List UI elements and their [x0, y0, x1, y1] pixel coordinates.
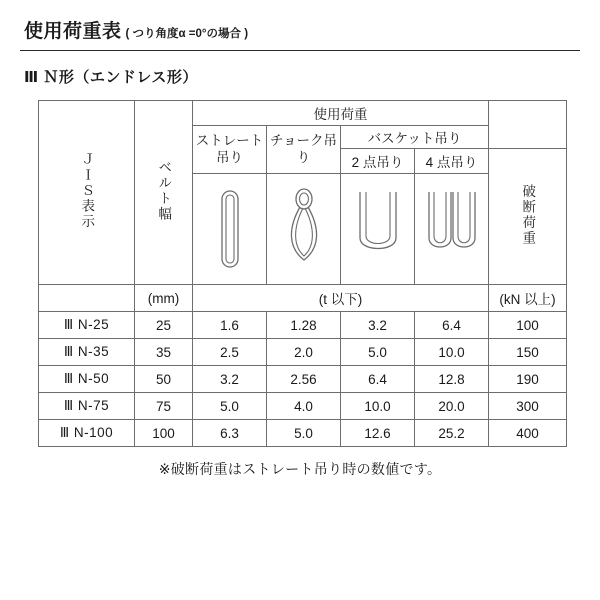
- cell-basket-2point: 5.0: [341, 339, 415, 366]
- icon-cell-straight: [193, 174, 267, 285]
- header-choke: [267, 126, 341, 174]
- cell-jis: Ⅲ N-100: [39, 420, 135, 447]
- basket-2point-sling-icon: [341, 174, 414, 284]
- basket-4point-sling-icon: [415, 174, 488, 284]
- units-belt-width: (mm): [135, 285, 193, 312]
- table-row: [39, 312, 567, 339]
- cell-basket-4point: 20.0: [415, 393, 489, 420]
- cell-choke: 5.0: [267, 420, 341, 447]
- cell-straight: 5.0: [193, 393, 267, 420]
- units-jis-blank: [39, 285, 135, 312]
- cell-choke: 1.28: [267, 312, 341, 339]
- title-row: [20, 16, 580, 43]
- cell-straight: 2.5: [193, 339, 267, 366]
- cell-jis: Ⅲ N-50: [39, 366, 135, 393]
- cell-straight: 3.2: [193, 366, 267, 393]
- working-load-table: [38, 100, 567, 447]
- table-units-row: [39, 285, 567, 312]
- table-header-row-1: [39, 101, 567, 126]
- header-breaking-load: [489, 149, 567, 285]
- cell-basket-2point: 10.0: [341, 393, 415, 420]
- cell-basket-2point: 12.6: [341, 420, 415, 447]
- page-title: 使用荷重表: [24, 21, 122, 42]
- header-basket-group: バスケット吊り: [341, 126, 489, 149]
- header-jis: [39, 101, 135, 285]
- cell-jis: Ⅲ N-35: [39, 339, 135, 366]
- cell-straight: 1.6: [193, 312, 267, 339]
- cell-breaking-load: 100: [489, 312, 567, 339]
- header-belt-width-label: ベルト幅: [156, 160, 172, 222]
- cell-choke: 2.0: [267, 339, 341, 366]
- cell-jis: Ⅲ N-25: [39, 312, 135, 339]
- header-belt-width: [135, 101, 193, 285]
- icon-cell-basket-2point: [341, 174, 415, 285]
- header-breaking-load-spacer: [489, 101, 567, 149]
- table-row: [39, 339, 567, 366]
- table-row: [39, 366, 567, 393]
- title-divider: [20, 50, 580, 51]
- header-basket-2point: 2 点吊り: [341, 149, 415, 174]
- header-breaking-load-label: 破断荷重: [520, 184, 536, 246]
- footnote: ※破断荷重はストレート吊り時の数値です。: [158, 461, 442, 477]
- cell-belt-width: 25: [135, 312, 193, 339]
- cell-belt-width: 35: [135, 339, 193, 366]
- header-choke-label: チョーク吊り: [269, 133, 338, 165]
- cell-breaking-load: 400: [489, 420, 567, 447]
- header-working-load-group: 使用荷重: [193, 101, 489, 126]
- table-row: [39, 393, 567, 420]
- cell-basket-4point: 6.4: [415, 312, 489, 339]
- cell-belt-width: 75: [135, 393, 193, 420]
- icon-cell-basket-4point: [415, 174, 489, 285]
- units-breaking: (kN 以上): [489, 285, 567, 312]
- units-loads: (t 以下): [193, 285, 489, 312]
- section-subtitle: Ⅲ Ｎ形（エンドレス形）: [24, 69, 198, 86]
- cell-basket-4point: 25.2: [415, 420, 489, 447]
- cell-basket-4point: 10.0: [415, 339, 489, 366]
- cell-breaking-load: 300: [489, 393, 567, 420]
- cell-breaking-load: 190: [489, 366, 567, 393]
- straight-sling-icon: [193, 174, 266, 284]
- icon-cell-choke: [267, 174, 341, 285]
- header-jis-label: ＪＩＳ表示: [79, 152, 95, 230]
- header-basket-4point: 4 点吊り: [415, 149, 489, 174]
- cell-jis: Ⅲ N-75: [39, 393, 135, 420]
- cell-belt-width: 100: [135, 420, 193, 447]
- header-straight-label: ストレート吊り: [195, 133, 264, 165]
- cell-basket-2point: 6.4: [341, 366, 415, 393]
- cell-belt-width: 50: [135, 366, 193, 393]
- cell-basket-2point: 3.2: [341, 312, 415, 339]
- cell-choke: 4.0: [267, 393, 341, 420]
- table-row: [39, 420, 567, 447]
- cell-basket-4point: 12.8: [415, 366, 489, 393]
- cell-breaking-load: 150: [489, 339, 567, 366]
- cell-straight: 6.3: [193, 420, 267, 447]
- choke-sling-icon: [267, 174, 340, 284]
- header-straight: [193, 126, 267, 174]
- cell-choke: 2.56: [267, 366, 341, 393]
- page-title-note: ( つり角度α =0°の場合 ): [125, 28, 249, 40]
